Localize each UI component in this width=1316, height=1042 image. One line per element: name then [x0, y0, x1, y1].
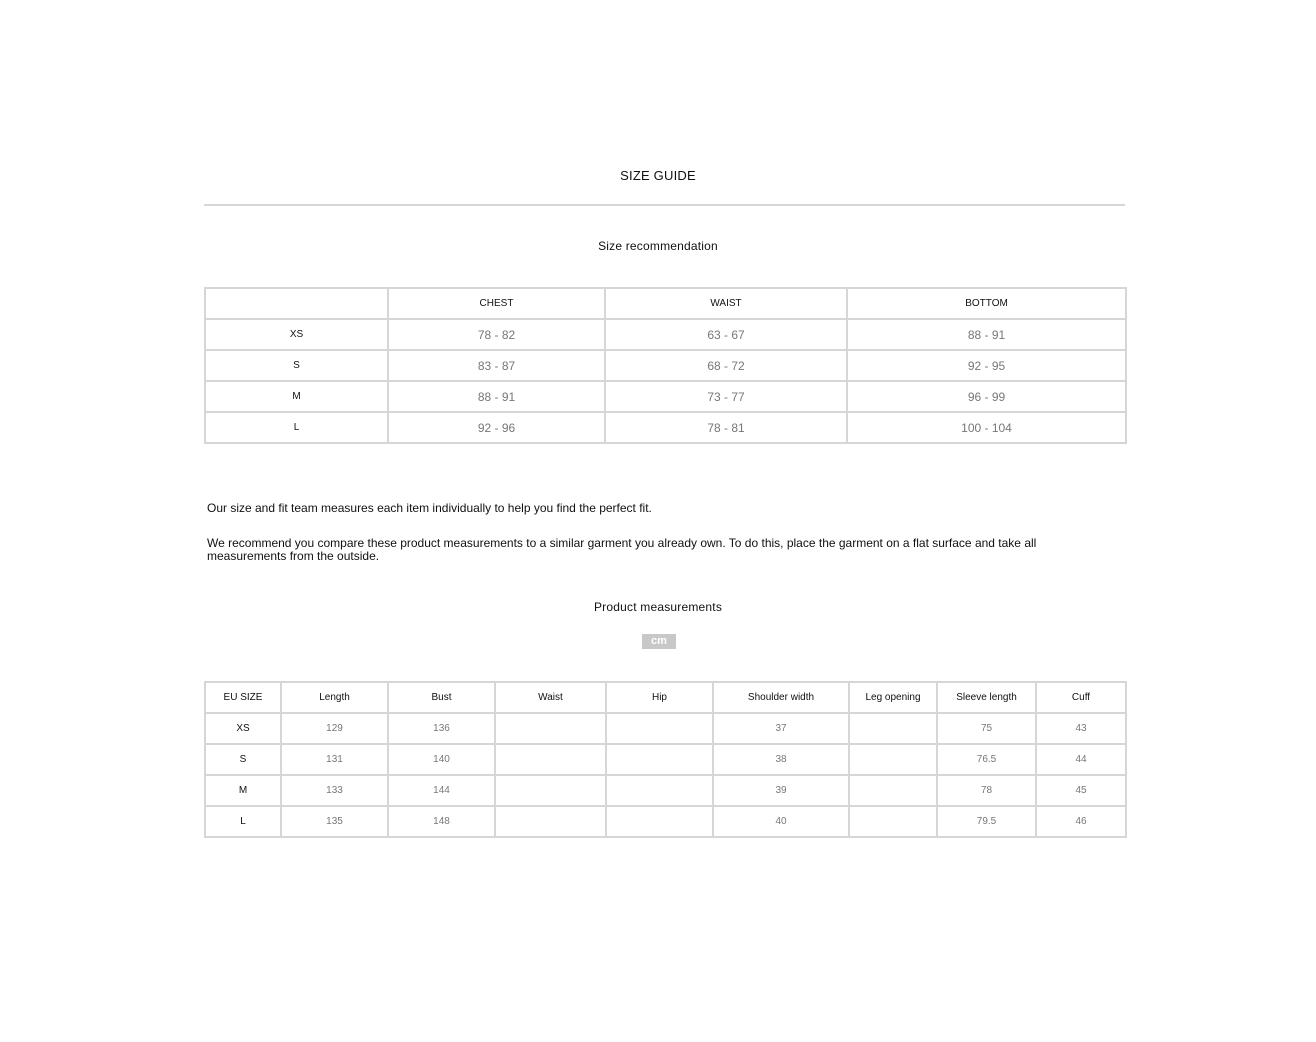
length-value: 129 — [281, 713, 388, 744]
size-label: XS — [205, 713, 281, 744]
chest-value: 83 - 87 — [388, 350, 605, 381]
waist-value: 73 - 77 — [605, 381, 847, 412]
title-divider — [204, 204, 1125, 206]
bust-value: 140 — [388, 744, 495, 775]
shoulder-width-value: 40 — [713, 806, 849, 837]
hip-value — [606, 744, 713, 775]
hip-value — [606, 775, 713, 806]
column-header-leg-opening: Leg opening — [849, 682, 937, 713]
column-header-chest: CHEST — [388, 288, 605, 319]
cuff-value: 44 — [1036, 744, 1126, 775]
column-header-waist: Waist — [495, 682, 606, 713]
column-header-eu-size: EU SIZE — [205, 682, 281, 713]
length-value: 133 — [281, 775, 388, 806]
chest-value: 88 - 91 — [388, 381, 605, 412]
size-label: XS — [205, 319, 388, 350]
table-row — [205, 381, 1126, 412]
table-row — [205, 744, 1126, 775]
table-header-row — [205, 682, 1126, 713]
column-header — [205, 288, 388, 319]
bust-value: 144 — [388, 775, 495, 806]
size-label: M — [205, 381, 388, 412]
column-header-sleeve-length: Sleeve length — [937, 682, 1036, 713]
column-header-waist: WAIST — [605, 288, 847, 319]
shoulder-width-value: 38 — [713, 744, 849, 775]
size-label: L — [205, 806, 281, 837]
sleeve-length-value: 76.5 — [937, 744, 1036, 775]
measurement-advice-text: We recommend you compare these product measurements to a similar garment you already own. To do this, place the garment on a flat surface and take all measurements from the outside. — [207, 536, 1037, 563]
table-row — [205, 713, 1126, 744]
shoulder-width-value: 37 — [713, 713, 849, 744]
table-row — [205, 775, 1126, 806]
waist-value: 78 - 81 — [605, 412, 847, 443]
leg-opening-value — [849, 744, 937, 775]
bottom-value: 92 - 95 — [847, 350, 1126, 381]
unit-toggle-cm[interactable]: cm — [642, 634, 676, 649]
hip-value — [606, 806, 713, 837]
length-value: 131 — [281, 744, 388, 775]
table-row — [205, 319, 1126, 350]
product-measurements-heading: Product measurements — [593, 600, 723, 614]
waist-value — [495, 775, 606, 806]
size-label: L — [205, 412, 388, 443]
column-header-cuff: Cuff — [1036, 682, 1126, 713]
size-label: S — [205, 350, 388, 381]
table-row — [205, 350, 1126, 381]
sleeve-length-value: 78 — [937, 775, 1036, 806]
sleeve-length-value: 75 — [937, 713, 1036, 744]
bust-value: 136 — [388, 713, 495, 744]
column-header-bust: Bust — [388, 682, 495, 713]
waist-value: 68 - 72 — [605, 350, 847, 381]
waist-value — [495, 713, 606, 744]
bottom-value: 100 - 104 — [847, 412, 1126, 443]
column-header-bottom: BOTTOM — [847, 288, 1126, 319]
table-row — [205, 806, 1126, 837]
leg-opening-value — [849, 806, 937, 837]
waist-value — [495, 744, 606, 775]
size-label: S — [205, 744, 281, 775]
leg-opening-value — [849, 713, 937, 744]
product-measurements-table — [204, 681, 1127, 838]
table-row — [205, 412, 1126, 443]
size-label: M — [205, 775, 281, 806]
column-header-hip: Hip — [606, 682, 713, 713]
column-header-length: Length — [281, 682, 388, 713]
sleeve-length-value: 79.5 — [937, 806, 1036, 837]
cuff-value: 46 — [1036, 806, 1126, 837]
leg-opening-value — [849, 775, 937, 806]
cuff-value: 45 — [1036, 775, 1126, 806]
fit-info-text: Our size and fit team measures each item individually to help you find the perfect fit. — [207, 501, 652, 515]
hip-value — [606, 713, 713, 744]
column-header-shoulder-width: Shoulder width — [713, 682, 849, 713]
shoulder-width-value: 39 — [713, 775, 849, 806]
waist-value — [495, 806, 606, 837]
table-header-row — [205, 288, 1126, 319]
chest-value: 78 - 82 — [388, 319, 605, 350]
waist-value: 63 - 67 — [605, 319, 847, 350]
length-value: 135 — [281, 806, 388, 837]
page-title: SIZE GUIDE — [620, 168, 696, 183]
bottom-value: 96 - 99 — [847, 381, 1126, 412]
cuff-value: 43 — [1036, 713, 1126, 744]
bottom-value: 88 - 91 — [847, 319, 1126, 350]
size-recommendation-heading: Size recommendation — [598, 239, 718, 253]
bust-value: 148 — [388, 806, 495, 837]
chest-value: 92 - 96 — [388, 412, 605, 443]
size-recommendation-table — [204, 287, 1127, 444]
